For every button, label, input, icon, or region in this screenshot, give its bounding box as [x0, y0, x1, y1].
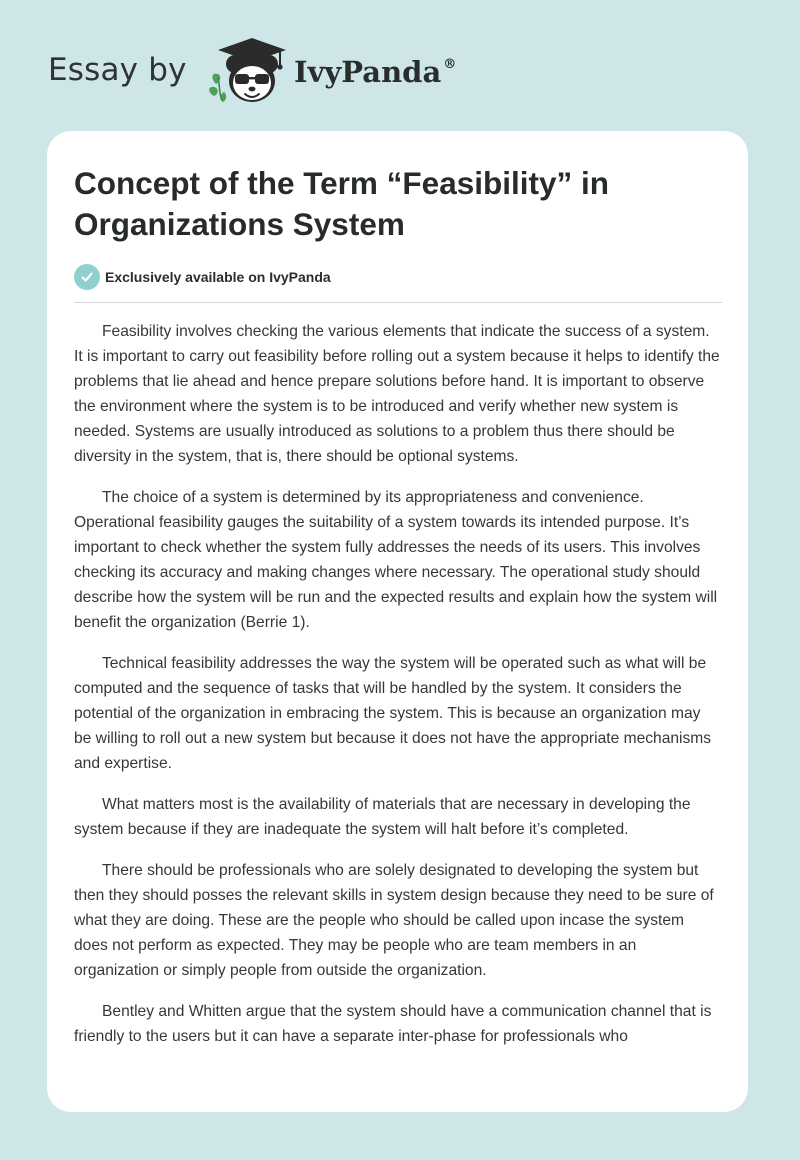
- divider: [74, 302, 722, 303]
- essay-paragraph: Feasibility involves checking the various elements that indicate the success of a system. It is important to carry out feasibility before rolling out a system because it helps to identify the problems that lie ahead and hence prepare solutions before hand. It is important to observe the environment where the system is to be introduced and verify whether new system is needed. Systems are usually introduced as solutions to a problem thus there should be diversity in the system, that is, there should be optional systems.: [74, 323, 720, 465]
- panda-logo-icon: [202, 34, 294, 108]
- registered-mark: ®: [443, 57, 457, 72]
- essay-body: [74, 319, 722, 1065]
- brand-name-text: IvyPanda: [294, 55, 442, 89]
- essay-paragraph: Technical feasibility addresses the way the system will be operated such as what will be computed and the sequence of tasks that will be handled by the system. It considers the potential of the organization in embracing the system. This is because an organization may be willing to roll out a new system but because it does not have the appropriate mechanisms and expertise.: [74, 655, 712, 772]
- brand-name: [294, 55, 456, 89]
- essay-title: Concept of the Term “Feasibility” in Organizations System: [74, 165, 609, 242]
- brand-prefix: Essay by: [48, 52, 187, 88]
- essay-paragraph: There should be professionals who are solely designated to developing the system but then they should posses the relevant skills in system design because they need to be sure of what they are doing. These are the people who should be called upon incase the system does not perform as expected. They may be people who are team members in an organization or simply people from outside the organization.: [74, 862, 714, 979]
- brand-header: [48, 34, 478, 108]
- check-icon: [74, 264, 100, 290]
- essay-paragraph: What matters most is the availability of materials that are necessary in developing the system because if they are inadequate the system will halt before it’s completed.: [74, 796, 691, 838]
- essay-paragraph: The choice of a system is determined by its appropriateness and convenience. Operational feasibility gauges the suitability of a system towards its intended purpose. It’s important to check whether the system fully addresses the needs of its users. This involves checking its accuracy and making changes where necessary. The operational study should describe how the system will be run and the expected results and explain how the system will benefit the organization (Berrie 1).: [74, 489, 718, 631]
- badge-text: Exclusively available on IvyPanda: [105, 269, 331, 285]
- exclusive-badge: [74, 264, 331, 290]
- essay-paragraph: Bentley and Whitten argue that the system should have a communication channel that is friendly to the users but it can have a separate inter-phase for professionals who: [74, 1003, 712, 1045]
- essay-card: [47, 131, 748, 1112]
